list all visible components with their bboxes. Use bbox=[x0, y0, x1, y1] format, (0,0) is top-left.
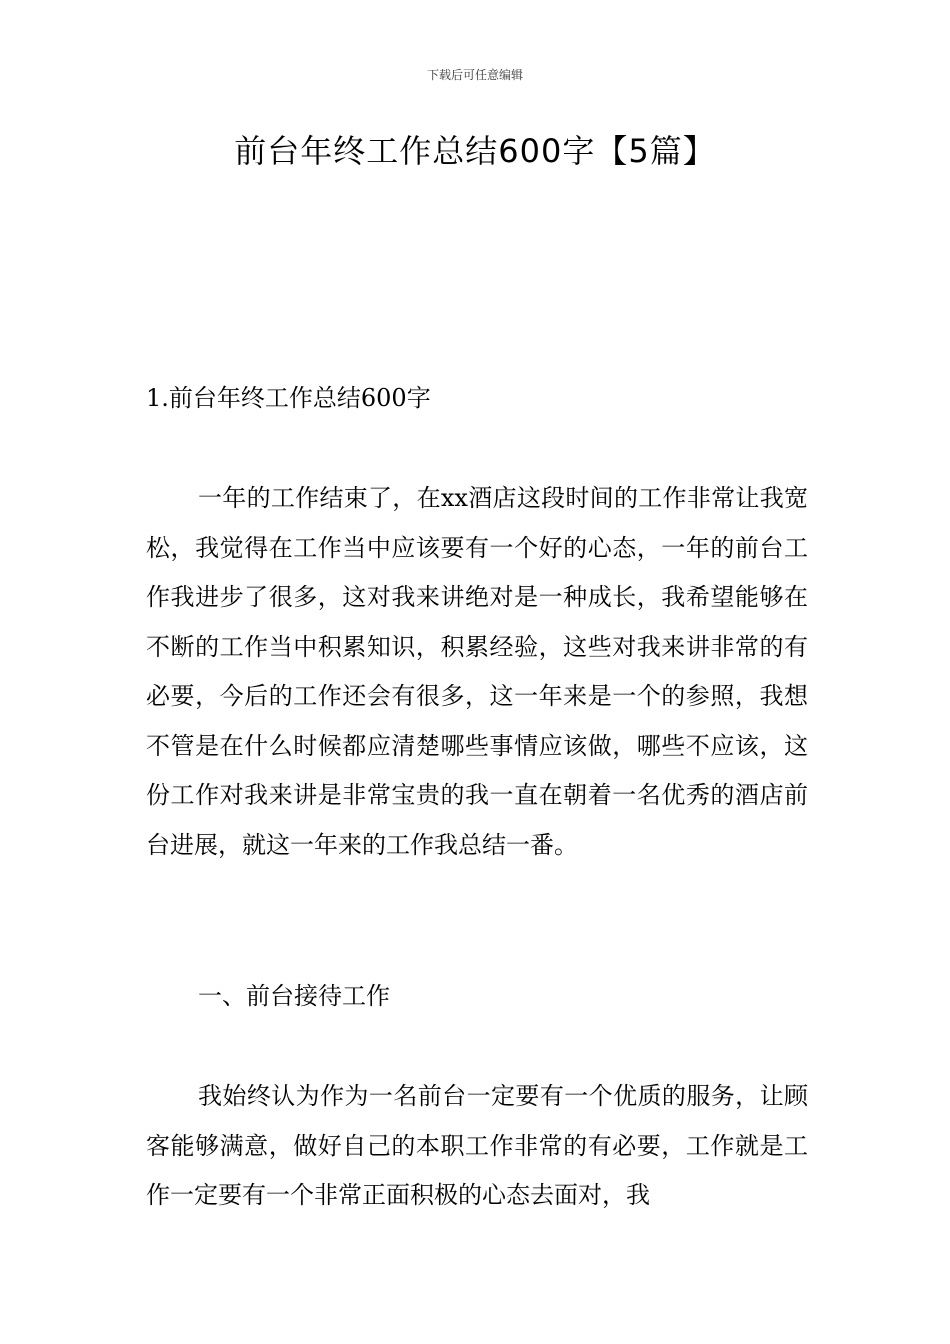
sub-heading: 一、前台接待工作 bbox=[198, 982, 390, 1010]
header-note: 下载后可任意编辑 bbox=[426, 68, 523, 82]
body-paragraph: 我始终认为作为一名前台一定要有一个优质的服务，让顾客能够满意，做好自己的本职工作非常的有必要，工作就是工作一定要有一个非常正面积极的心态去面对，我 bbox=[146, 1082, 808, 1209]
body-paragraph: 一年的工作结束了，在xx酒店这段时间的工作非常让我宽松，我觉得在工作当中应该要有一个好的心态，一年的前台工作我进步了很多，这对我来讲绝对是一种成长，我希望能够在不断的工作当中积累知识，积累经验，这些对我来讲非常的有必要，今后的工作还会有很多，这一年来是一个的参照，我想不管是在什么时候都应清楚哪些事情应该做，哪些不应该，这份工作对我来讲是非常宝贵的我一直在朝着一名优秀的酒店前台进展，就这一年来的工作我总结一番。 bbox=[146, 484, 808, 859]
section-heading: 1.前台年终工作总结600字 bbox=[146, 384, 431, 412]
document-title: 前台年终工作总结600字【5篇】 bbox=[234, 132, 716, 170]
